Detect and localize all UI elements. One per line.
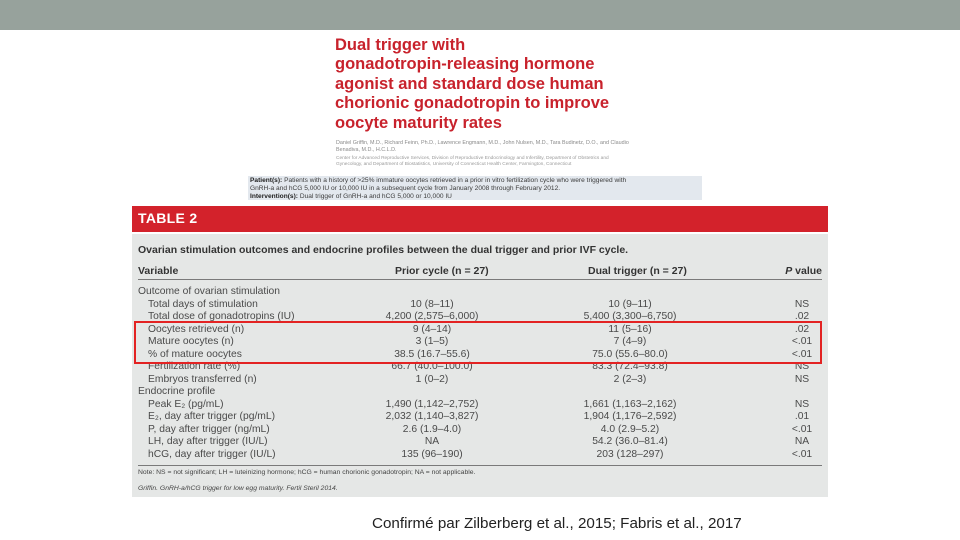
cell-variable: Outcome of ovarian stimulation	[138, 286, 280, 297]
cell-p-value: NS	[794, 298, 810, 310]
paper-title-line: agonist and standard dose human	[335, 74, 604, 93]
slide-caption: Confirmé par Zilberberg et al., 2015; Fabris et al., 2017	[372, 515, 742, 532]
cell-variable: Endocrine profile	[138, 386, 216, 397]
table-label: TABLE 2	[138, 210, 198, 226]
paper-affiliations: Center for Advanced Reproductive Services, Division of Reproductive Endocrinology and Infertility, Department of Obstetrics and Gynecology, and Department of Biostatistics, University of Connecticut Health Center, Farmington, Connecticut	[336, 156, 609, 168]
cell-prior-cycle: 2.6 (1.9–4.0)	[402, 423, 462, 435]
cell-dual-trigger: 7 (4–9)	[613, 336, 647, 347]
table-note: Note: NS = not significant; LH = luteinizing hormone; hCG = human chorionic gonadotropin; NA = not applicable.	[138, 469, 476, 476]
cell-prior-cycle: 1 (0–2)	[415, 373, 449, 385]
cell-p-value: NA	[794, 436, 810, 447]
cell-prior-cycle: 38.5 (16.7–55.6)	[394, 348, 470, 360]
paper-title-line: gonadotropin-releasing hormone	[335, 55, 595, 74]
abstract-interventions-label: Intervention(s):	[250, 193, 298, 200]
abstract-patients-line-2: GnRH-a and hCG 5,000 IU or 10,000 IU in a subsequent cycle from January 2008 through February 2012.	[250, 185, 561, 192]
highlight-box	[134, 321, 822, 364]
column-header-prior-cycle: Prior cycle (n = 27)	[395, 265, 489, 277]
cell-prior-cycle: 2,032 (1,140–3,827)	[385, 411, 479, 422]
table-row	[132, 286, 828, 299]
cell-prior-cycle: NA	[424, 436, 440, 447]
cell-prior-cycle: 3 (1–5)	[415, 336, 449, 347]
paper-abstract-strip	[248, 176, 702, 200]
top-bar	[0, 0, 960, 30]
table-row	[132, 436, 828, 449]
column-header-p-value	[785, 265, 822, 277]
cell-variable: Peak E₂ (pg/mL)	[148, 398, 224, 410]
table-row	[132, 399, 828, 412]
paper-title	[335, 36, 695, 133]
cell-dual-trigger: 5,400 (3,300–6,750)	[583, 311, 677, 322]
cell-p-value: .01	[794, 411, 810, 422]
column-header-variable: Variable	[138, 265, 179, 277]
table-row	[132, 386, 828, 399]
cell-dual-trigger: 83.3 (72.4–93.8)	[592, 361, 668, 372]
cell-prior-cycle: 135 (96–190)	[401, 448, 463, 460]
cell-variable: Embryos transferred (n)	[148, 373, 257, 385]
cell-variable: E₂, day after trigger (pg/mL)	[148, 411, 276, 422]
cell-dual-trigger: 1,661 (1,163–2,162)	[583, 398, 677, 410]
table-body	[132, 234, 828, 497]
abstract-interventions-line	[250, 193, 452, 200]
cell-dual-trigger: 10 (9–11)	[608, 298, 652, 310]
cell-prior-cycle: 66.7 (40.0–100.0)	[391, 361, 473, 372]
abstract-patients-line	[250, 177, 626, 185]
table-header-bar	[132, 206, 828, 232]
abstract-patients-label: Patient(s):	[250, 177, 283, 184]
p-rest: value	[792, 265, 822, 277]
paper-title-line: oocyte maturity rates	[335, 113, 502, 132]
cell-dual-trigger: 2 (2–3)	[613, 373, 647, 385]
footer-rule	[138, 465, 822, 466]
cell-prior-cycle: 4,200 (2,575–6,000)	[385, 311, 479, 322]
p-italic: P	[785, 265, 793, 277]
table-citation: Griffin. GnRH-a/hCG trigger for low egg maturity. Fertil Steril 2014.	[138, 485, 338, 492]
table-row	[132, 449, 828, 462]
cell-p-value: <.01	[791, 348, 813, 360]
cell-variable: Oocytes retrieved (n)	[148, 323, 245, 335]
cell-variable: hCG, day after trigger (IU/L)	[148, 448, 276, 460]
cell-p-value: NS	[794, 373, 810, 385]
cell-variable: Total days of stimulation	[148, 298, 258, 310]
cell-variable: % of mature oocytes	[148, 348, 242, 360]
cell-p-value: <.01	[791, 336, 813, 347]
cell-variable: LH, day after trigger (IU/L)	[148, 436, 268, 447]
cell-dual-trigger: 203 (128–297)	[596, 448, 664, 460]
cell-prior-cycle: 9 (4–14)	[412, 323, 452, 335]
cell-p-value: .02	[794, 323, 810, 335]
cell-p-value: NS	[794, 361, 810, 372]
cell-p-value: .02	[794, 311, 810, 322]
paper-authors: Daniel Griffin, M.D., Richard Feinn, Ph.D., Lawrence Engmann, M.D., John Nulsen, M.D., Tara Budinetz, D.O., and Claudio Benadiva, M.D., H.C.L.D.	[336, 140, 629, 153]
cell-p-value: <.01	[791, 448, 813, 460]
header-rule	[138, 279, 822, 280]
cell-variable: P, day after trigger (ng/mL)	[148, 423, 270, 435]
cell-dual-trigger: 1,904 (1,176–2,592)	[583, 411, 677, 422]
table-row	[132, 411, 828, 424]
table-row	[132, 424, 828, 437]
cell-p-value: NS	[794, 398, 810, 410]
table-row	[132, 374, 828, 387]
cell-p-value: <.01	[791, 423, 813, 435]
cell-dual-trigger: 54.2 (36.0–81.4)	[592, 436, 668, 447]
column-header-dual-trigger: Dual trigger (n = 27)	[588, 265, 687, 277]
paper-title-line: chorionic gonadotropin to improve	[335, 94, 610, 113]
cell-dual-trigger: 11 (5–16)	[608, 323, 652, 335]
cell-dual-trigger: 75.0 (55.6–80.0)	[592, 348, 668, 360]
cell-prior-cycle: 1,490 (1,142–2,752)	[385, 398, 479, 410]
cell-variable: Mature oocytes (n)	[148, 336, 234, 347]
cell-variable: Fertilization rate (%)	[148, 361, 241, 372]
table-caption: Ovarian stimulation outcomes and endocrine profiles between the dual trigger and prior IVF cycle.	[138, 244, 629, 256]
abstract-interventions-text: Dual trigger of GnRH-a and hCG 5,000 or 10,000 IU	[299, 193, 452, 200]
abstract-patients-text: Patients with a history of >25% immature oocytes retrieved in a prior in vitro fertilization cycle who were triggered with	[284, 177, 627, 184]
cell-variable: Total dose of gonadotropins (IU)	[148, 311, 295, 322]
paper-header-clip	[248, 32, 702, 200]
paper-title-line: Dual trigger with	[335, 36, 466, 54]
cell-prior-cycle: 10 (8–11)	[410, 298, 454, 310]
table-row	[132, 299, 828, 312]
cell-dual-trigger: 4.0 (2.9–5.2)	[600, 423, 660, 435]
